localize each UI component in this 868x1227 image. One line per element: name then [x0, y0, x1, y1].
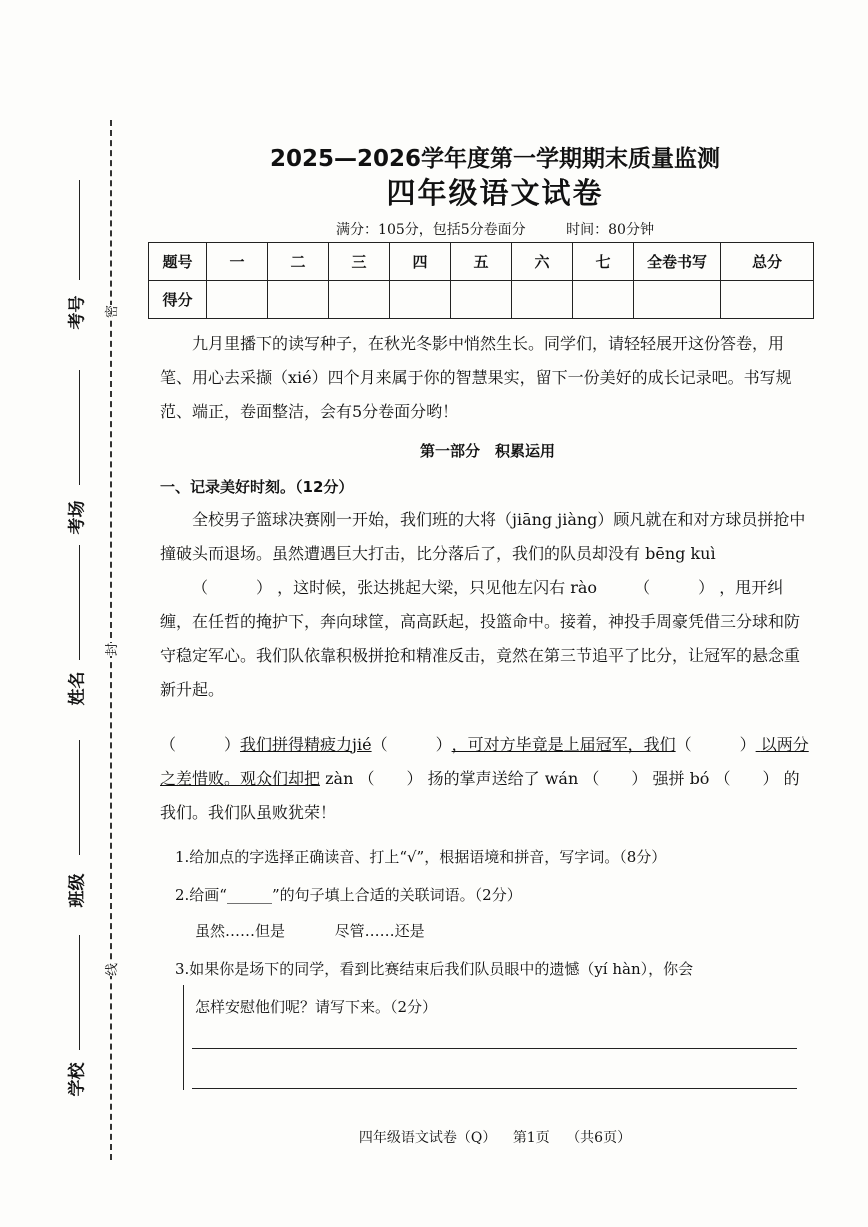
- passage-text: 我们拼得精疲力: [240, 735, 353, 754]
- school-line: [79, 935, 80, 1050]
- table-cell: 七: [573, 243, 634, 281]
- pinyin: bó: [689, 769, 710, 788]
- passage-paragraph-1: [160, 503, 815, 707]
- binding-dashed-line: [110, 120, 112, 1160]
- score-cell[interactable]: [573, 281, 634, 319]
- question-2: 2.给画“______”的句子填上合适的关联词语。（2分）: [175, 886, 522, 904]
- pinyin: bēng kuì: [645, 544, 716, 563]
- table-row: [149, 281, 814, 319]
- exam-meta: [160, 219, 830, 239]
- question-3: 3.如果你是场下的同学，看到比赛结束后我们队员眼中的遗憾（yí hàn），你会: [175, 960, 694, 978]
- question-3-cont: 怎样安慰他们呢？请写下来。（2分）: [195, 998, 438, 1016]
- table-cell: 三: [329, 243, 390, 281]
- underlined-sentence: [160, 735, 761, 754]
- exam-title: 2025—2026学年度第一学期期末质量监测: [269, 146, 721, 172]
- name-label: 姓名: [67, 671, 88, 706]
- exam-room-line: [79, 370, 80, 485]
- time-info: 时间：80分钟: [566, 222, 654, 238]
- passage-text: 的我们。我们队虽败犹荣！: [160, 769, 800, 822]
- answer-line[interactable]: [192, 1048, 797, 1049]
- table-cell: 得分: [149, 281, 207, 319]
- part-heading: 第一部分 积累运用: [419, 442, 555, 460]
- footer-total: （共6页）: [566, 1130, 632, 1146]
- score-cell[interactable]: [268, 281, 329, 319]
- table-row: [149, 243, 814, 281]
- answer-blank[interactable]: （ ）: [160, 735, 241, 754]
- table-cell: 题号: [149, 243, 207, 281]
- page-footer: [160, 1127, 830, 1147]
- school-label: 学校: [67, 1062, 88, 1097]
- seal-mark: 线: [99, 963, 122, 976]
- section-heading: 一、记录美好时刻。（12分）: [160, 478, 354, 496]
- pinyin: wán: [544, 769, 579, 788]
- table-cell: 四: [390, 243, 451, 281]
- footer-exam-name: 四年级语文试卷（Q）: [358, 1130, 497, 1146]
- passage-text: ，这时候，张达挑起大梁，只见他左闪右: [277, 578, 566, 597]
- exam-number-label: 考号: [67, 295, 88, 330]
- score-cell[interactable]: [634, 281, 721, 319]
- connective-options: [195, 920, 425, 941]
- table-cell: 全卷书写: [634, 243, 721, 281]
- score-cell[interactable]: [451, 281, 512, 319]
- pinyin: jié: [352, 735, 372, 754]
- passage-text: 强拼: [652, 769, 685, 788]
- score-cell[interactable]: [207, 281, 268, 319]
- footer-page: 第1页: [512, 1130, 550, 1146]
- score-info: 满分：105分，包括5分卷面分: [336, 222, 526, 238]
- passage-text: 以两分之差惜败。观众们却把: [160, 735, 809, 788]
- seal-mark: 封: [99, 643, 122, 656]
- answer-box-edge: [183, 985, 184, 1090]
- table-cell: 二: [268, 243, 329, 281]
- class-label: 班级: [67, 873, 88, 908]
- name-line: [79, 545, 80, 660]
- score-cell[interactable]: [390, 281, 451, 319]
- score-cell[interactable]: [512, 281, 573, 319]
- passage-text: ，甩开纠缠，在任哲的掩护下，奔向球筐，高高跃起，投篮命中。接着，神投手周豪凭借三分球和防守稳定军心。我们队依靠积极拼抢和精准反击，竟然在第三节追平了比分，让冠军的悬念重新升起。: [160, 578, 801, 699]
- passage-text: 扬的掌声送给了: [427, 769, 540, 788]
- table-cell: 一: [207, 243, 268, 281]
- seal-mark: 密: [99, 305, 122, 318]
- score-table: [148, 242, 814, 319]
- answer-blank[interactable]: （ ）: [714, 769, 779, 788]
- answer-blank[interactable]: （ ）: [358, 769, 423, 788]
- answer-blank[interactable]: （ ）: [371, 735, 452, 754]
- score-cell[interactable]: [329, 281, 390, 319]
- answer-blank[interactable]: （ ）: [192, 578, 273, 597]
- answer-line[interactable]: [192, 1088, 797, 1089]
- question-1: 1.给加点的字选择正确读音、打上“√”，根据语境和拼音，写字词。（8分）: [175, 848, 667, 866]
- class-line: [79, 740, 80, 855]
- pinyin: rào: [570, 578, 598, 597]
- table-cell: 六: [512, 243, 573, 281]
- answer-blank[interactable]: （ ）: [675, 735, 756, 754]
- score-cell[interactable]: [721, 281, 814, 319]
- exam-room-label: 考场: [67, 500, 88, 535]
- pinyin: zàn: [325, 769, 354, 788]
- passage-text: 全校男子篮球决赛刚一开始，我们班的大将（jiāng jiàng）顾凡就在和对方球员拼抢中撞破头而退场。虽然遭遇巨大打击，比分落后了，我们的队员却没有: [160, 510, 806, 563]
- table-cell: 总分: [721, 243, 814, 281]
- exam-number-line: [79, 180, 80, 280]
- table-cell: 五: [451, 243, 512, 281]
- answer-blank[interactable]: （ ）: [583, 769, 648, 788]
- exam-subtitle: 四年级语文试卷: [386, 176, 604, 210]
- intro-paragraph: 九月里播下的读写种子，在秋光冬影中悄然生长。同学们，请轻轻展开这份答卷，用笔、用心去采撷（xié）四个月来属于你的智慧果实，留下一份美好的成长记录吧。书写规范、端正，卷面整洁，会有5分卷面分哟！: [160, 334, 792, 421]
- option-2: 尽管……还是: [334, 922, 425, 940]
- answer-blank[interactable]: （ ）: [634, 578, 715, 597]
- passage-paragraph-2: [160, 728, 815, 830]
- passage-text: ，可对方毕竟是上届冠军，我们: [451, 735, 676, 754]
- option-1: 虽然……但是: [195, 922, 286, 940]
